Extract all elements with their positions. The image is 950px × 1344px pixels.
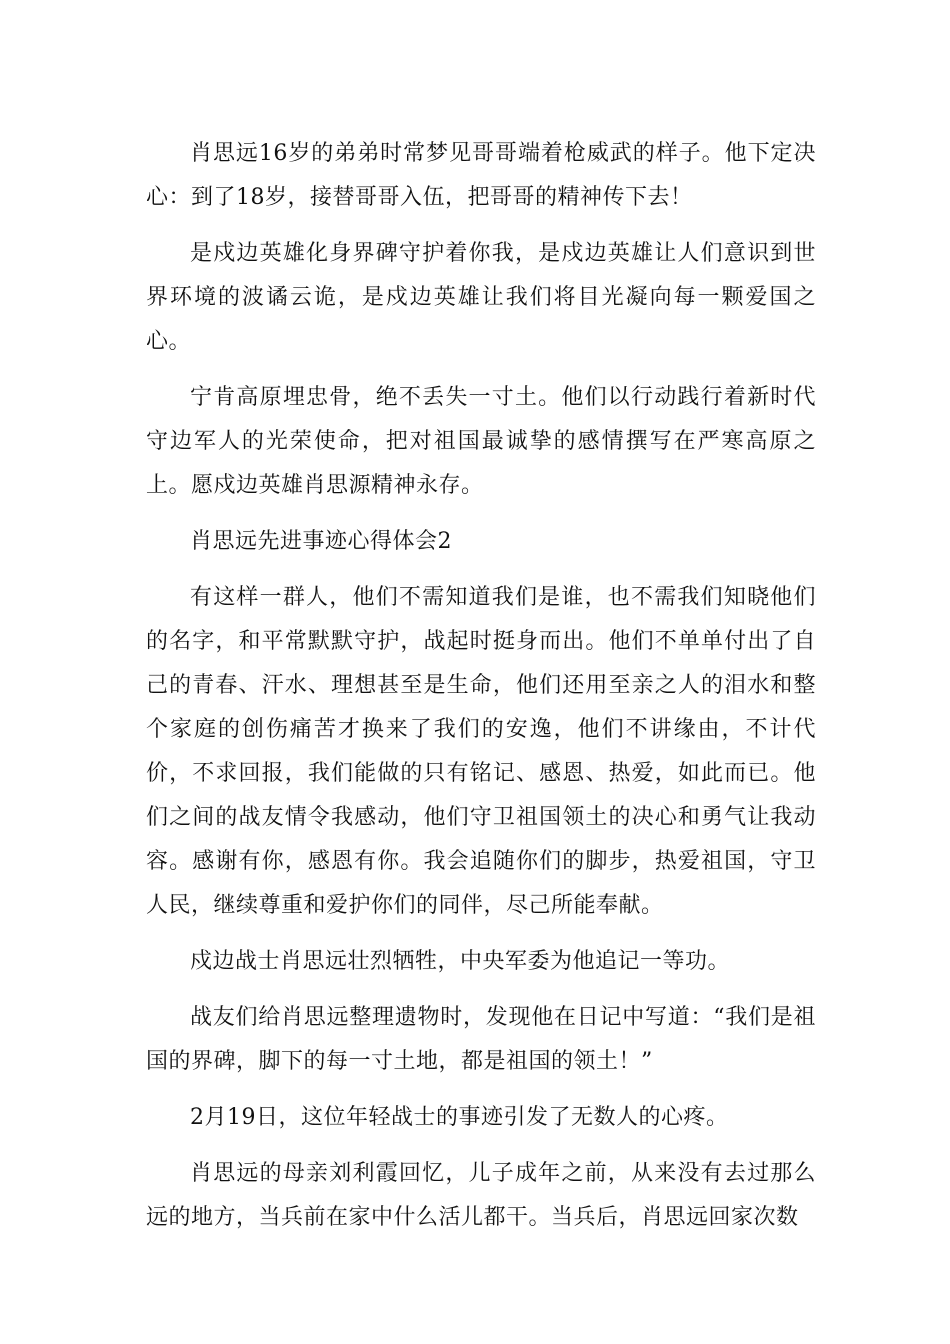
paragraph: 宁肯高原埋忠骨，绝不丢失一寸土。他们以行动践行着新时代守边军人的光荣使命，把对祖国最诚挚的感情撰写在严寒高原之上。愿戍边英雄肖思源精神永存。 xyxy=(146,385,816,498)
paragraph: 2月19日，这位年轻战士的事迹引发了无数人的心疼。 xyxy=(190,1105,729,1130)
paragraph: 肖思远16岁的弟弟时常梦见哥哥端着枪威武的样子。他下定决心：到了18岁，接替哥哥入伍，把哥哥的精神传下去！ xyxy=(146,141,816,210)
paragraph: 有这样一群人，他们不需知道我们是谁，也不需我们知晓他们的名字，和平常默默守护，战起时挺身而出。他们不单单付出了自己的青春、汗水、理想甚至是生命，他们还用至亲之人的泪水和整个家庭的创伤痛苦才换来了我们的安逸，他们不讲缘由，不计代价，不求回报，我们能做的只有铭记、感恩、热爱，如此而已。他们之间的战友情令我感动，他们守卫祖国领土的决心和勇气让我动容。感谢有你，感恩有你。我会追随你们的脚步，热爱祖国，守卫人民，继续尊重和爱护你们的同伴，尽己所能奉献。 xyxy=(146,585,816,918)
paragraph: 肖思远的母亲刘利霞回忆，儿子成年之前，从来没有去过那么远的地方，当兵前在家中什么活儿都干。当兵后，肖思远回家次数 xyxy=(146,1161,816,1230)
section-heading: 肖思远先进事迹心得体会2 xyxy=(190,529,452,554)
paragraph: 战友们给肖思远整理遗物时，发现他在日记中写道：“我们是祖国的界碑，脚下的每一寸土地，都是祖国的领土！” xyxy=(146,1005,816,1074)
paragraph: 是戍边英雄化身界碑守护着你我，是戍边英雄让人们意识到世界环境的波谲云诡，是戍边英雄让我们将目光凝向每一颗爱国之心。 xyxy=(146,241,816,354)
document-body xyxy=(146,132,816,1252)
paragraph: 戍边战士肖思远壮烈牺牲，中央军委为他追记一等功。 xyxy=(190,949,731,974)
